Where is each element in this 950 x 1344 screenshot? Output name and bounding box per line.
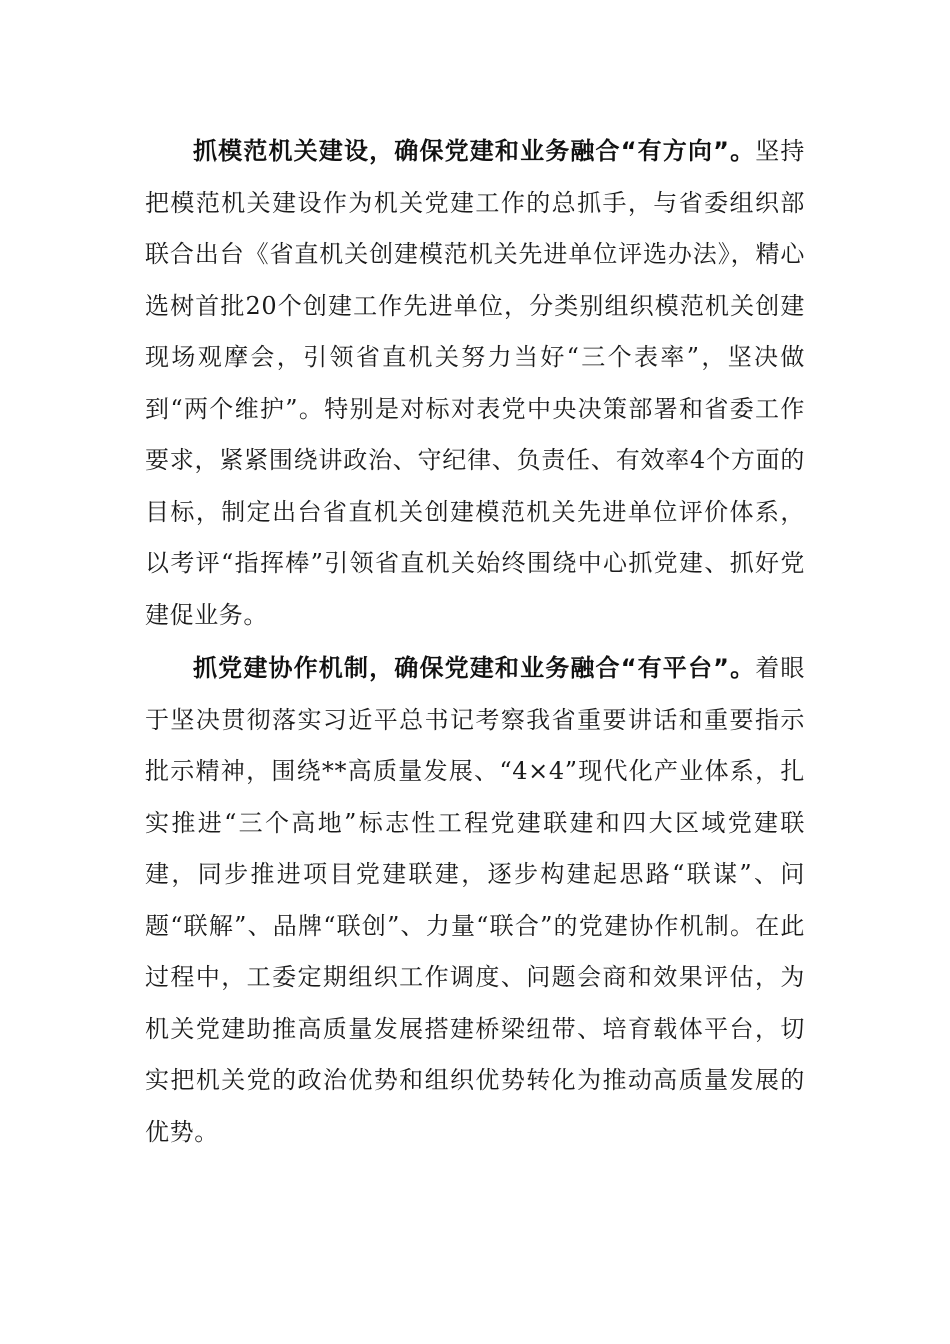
paragraph-text: 着眼于坚决贯彻落实习近平总书记考察我省重要讲话和重要指示批示精神，围绕**高质量发展、“4×4”现代化产业体系，扎实推进“三个高地”标志性工程党建联建和四大区域党建联建，同步推进项目党建联建，逐步构建起思路“联谋”、问题“联解”、品牌“联创”、力量“联合”的党建协作机制。在此过程中，工委定期组织工作调度、问题会商和效果评估，为机关党建助推高质量发展搭建桥梁纽带、培育载体平台，切实把机关党的政治优势和组织优势转化为推动高质量发展的优势。 [145,654,805,1146]
paragraph-heading: 抓模范机关建设，确保党建和业务融合“有方向”。 [193,137,756,165]
paragraph-heading: 抓党建协作机制，确保党建和业务融合“有平台”。 [193,654,756,682]
document-body [145,126,805,1158]
paragraph-collaboration-mechanism [145,643,805,1158]
paragraph-text: 坚持把模范机关建设作为机关党建工作的总抓手，与省委组织部联合出台《省直机关创建模范机关先进单位评选办法》，精心选树首批20个创建工作先进单位，分类别组织模范机关创建现场观摩会，引领省直机关努力当好“三个表率”，坚决做到“两个维护”。特别是对标对表党中央决策部署和省委工作要求，紧紧围绕讲政治、守纪律、负责任、有效率4个方面的目标，制定出台省直机关创建模范机关先进单位评价体系，以考评“指挥棒”引领省直机关始终围绕中心抓党建、抓好党建促业务。 [145,137,805,629]
paragraph-model-organs [145,126,805,641]
